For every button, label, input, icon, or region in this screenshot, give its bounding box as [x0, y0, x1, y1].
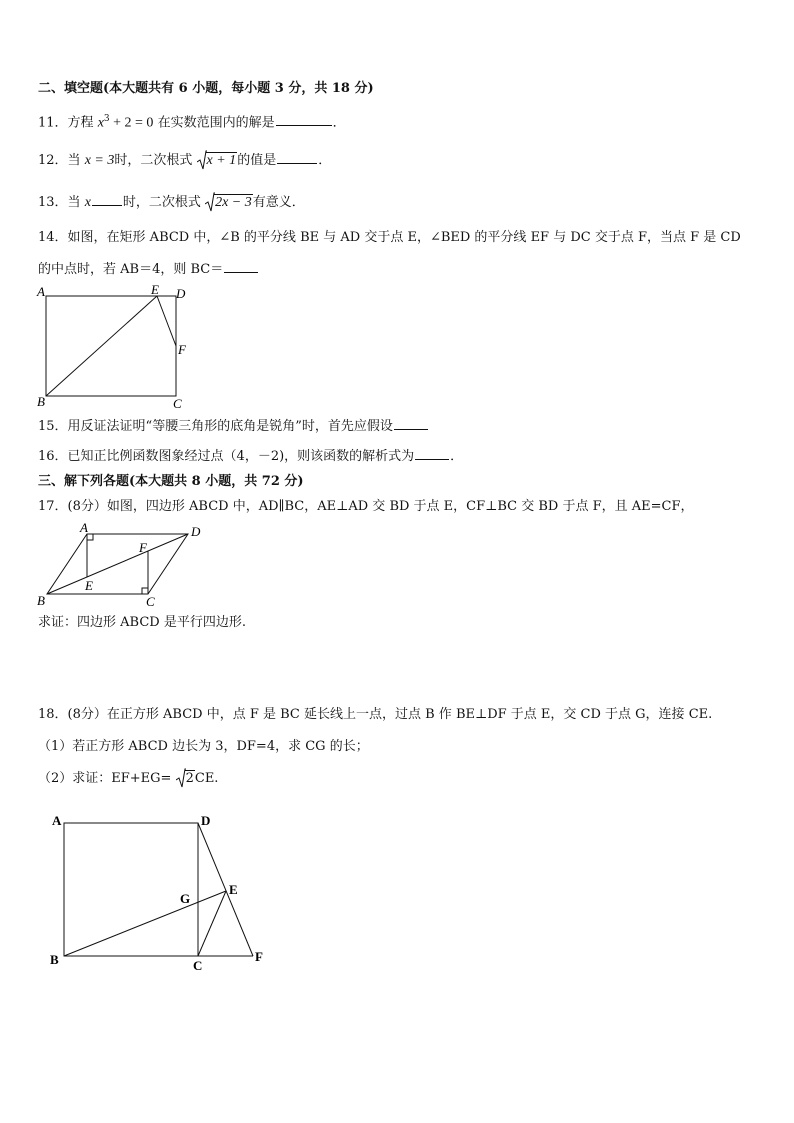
q11-equation: + 2 = 0: [109, 115, 154, 131]
q12-answer-blank[interactable]: [277, 150, 317, 164]
q17-label-c: C: [146, 594, 155, 609]
question-15: [38, 416, 429, 436]
q18-square: [64, 823, 198, 956]
q12-prefix: 12．当: [38, 153, 85, 168]
q11-answer-blank[interactable]: [276, 112, 332, 126]
q13-prefix: 13．当: [38, 195, 85, 210]
q18-label-b: B: [50, 952, 59, 967]
question-12: [38, 150, 331, 170]
question-13: [38, 192, 305, 212]
question-17: 17．(8分）如图，四边形 ABCD 中，AD∥BC，AE⊥AD 交 BD 于点 E，CF⊥BC 交 BD 于点 F，且 AE=CF，: [38, 499, 694, 514]
q17-figure: [34, 518, 214, 610]
q18-part2-text: （2）求证：EF+EG=: [38, 771, 172, 786]
q14-answer-blank[interactable]: [224, 259, 258, 273]
q18-label-a: A: [52, 813, 62, 828]
q14-rectangle: [46, 296, 176, 396]
q13-middle: 时，二次根式: [122, 195, 201, 210]
q14-figure: [34, 284, 204, 410]
q17-prove-statement: 求证：四边形 ABCD 是平行四边形.: [38, 615, 246, 630]
q14-label-b: B: [37, 394, 45, 409]
q18-part-2: [38, 770, 218, 788]
q14-segment-be: [46, 296, 157, 396]
q11-exponent: 3: [103, 114, 110, 124]
q13-var: x: [84, 195, 91, 210]
q14-segment-ef: [157, 296, 176, 346]
q18-part-1: （1）若正方形 ABCD 边长为 3，DF=4，求 CG 的长；: [38, 739, 369, 754]
q12-condition: x = 3: [84, 153, 115, 168]
q16-text: 16．已知正比例函数图象经过点（4，－2)，则该函数的解析式为: [38, 449, 415, 464]
q16-answer-blank[interactable]: [415, 446, 449, 460]
q13-radicand: 2x − 3: [215, 195, 252, 210]
q12-end: ．: [318, 153, 332, 168]
q11-text: 在实数范围内的解是: [153, 115, 275, 131]
q17-label-a: A: [80, 520, 88, 535]
q18-label-f: F: [255, 949, 263, 964]
q18-radicand: 2: [185, 771, 194, 786]
question-16: [38, 446, 463, 466]
q17-label-b: B: [37, 593, 45, 608]
q14-label-a: A: [37, 284, 45, 299]
q17-label-f: F: [139, 540, 147, 555]
q14-label-f: F: [178, 342, 186, 357]
q11-var: x: [97, 115, 104, 131]
q18-label-d: D: [201, 813, 211, 828]
q18-label-g: G: [180, 891, 191, 906]
radical-sign-icon: [197, 149, 207, 171]
q13-answer-blank[interactable]: [92, 192, 122, 206]
q14-line2-text: 的中点时，若 AB＝4，则 BC＝: [38, 262, 224, 277]
q18-figure: [44, 808, 274, 978]
q17-diagonal-bd: [47, 534, 188, 594]
question-14-line-1: 14．如图，在矩形 ABCD 中，∠B 的平分线 BE 与 AD 交于点 E，∠BED 的平分线 EF 与 DC 交于点 F，当点 F 是 CD: [38, 230, 741, 245]
q12-text: 的值是: [237, 153, 277, 168]
q18-part2-end: CE.: [194, 771, 219, 786]
q11-end: ．: [332, 115, 346, 131]
q11-prefix: 11．方程: [38, 115, 98, 131]
q18-label-c: C: [193, 958, 203, 973]
q12-radicand: x + 1: [206, 153, 237, 168]
q14-label-c: C: [173, 396, 182, 410]
section-3-header: 三、解下列各题(本大题共 8 小题，共 72 分): [38, 474, 304, 489]
radical-sign-icon: [176, 767, 186, 789]
q13-radical: [205, 194, 253, 212]
q16-end: ．: [450, 449, 464, 464]
q15-answer-blank[interactable]: [394, 416, 428, 430]
q17-label-d: D: [191, 524, 201, 539]
question-11: [38, 110, 346, 132]
q18-label-e: E: [229, 882, 238, 897]
q17-label-e: E: [85, 578, 93, 593]
q12-radical: [197, 152, 238, 170]
section-2-header: 二、填空题(本大题共有 6 小题，每小题 3 分，共 18 分): [38, 81, 374, 96]
radical-sign-icon: [205, 191, 215, 213]
question-14-line-2: [38, 259, 259, 279]
question-18: 18．(8分）在正方形 ABCD 中，点 F 是 BC 延长线上一点，过点 B 作 BE⊥DF 于点 E，交 CD 于点 G，连接 CE.: [38, 707, 713, 722]
q18-radical: [176, 770, 195, 788]
q14-label-d: D: [176, 286, 186, 301]
q14-label-e: E: [151, 284, 159, 297]
q13-text: 有意义．: [252, 195, 305, 210]
q15-text: 15．用反证法证明“等腰三角形的底角是锐角”时，首先应假设: [38, 419, 393, 434]
q12-middle: 时，二次根式: [114, 153, 193, 168]
